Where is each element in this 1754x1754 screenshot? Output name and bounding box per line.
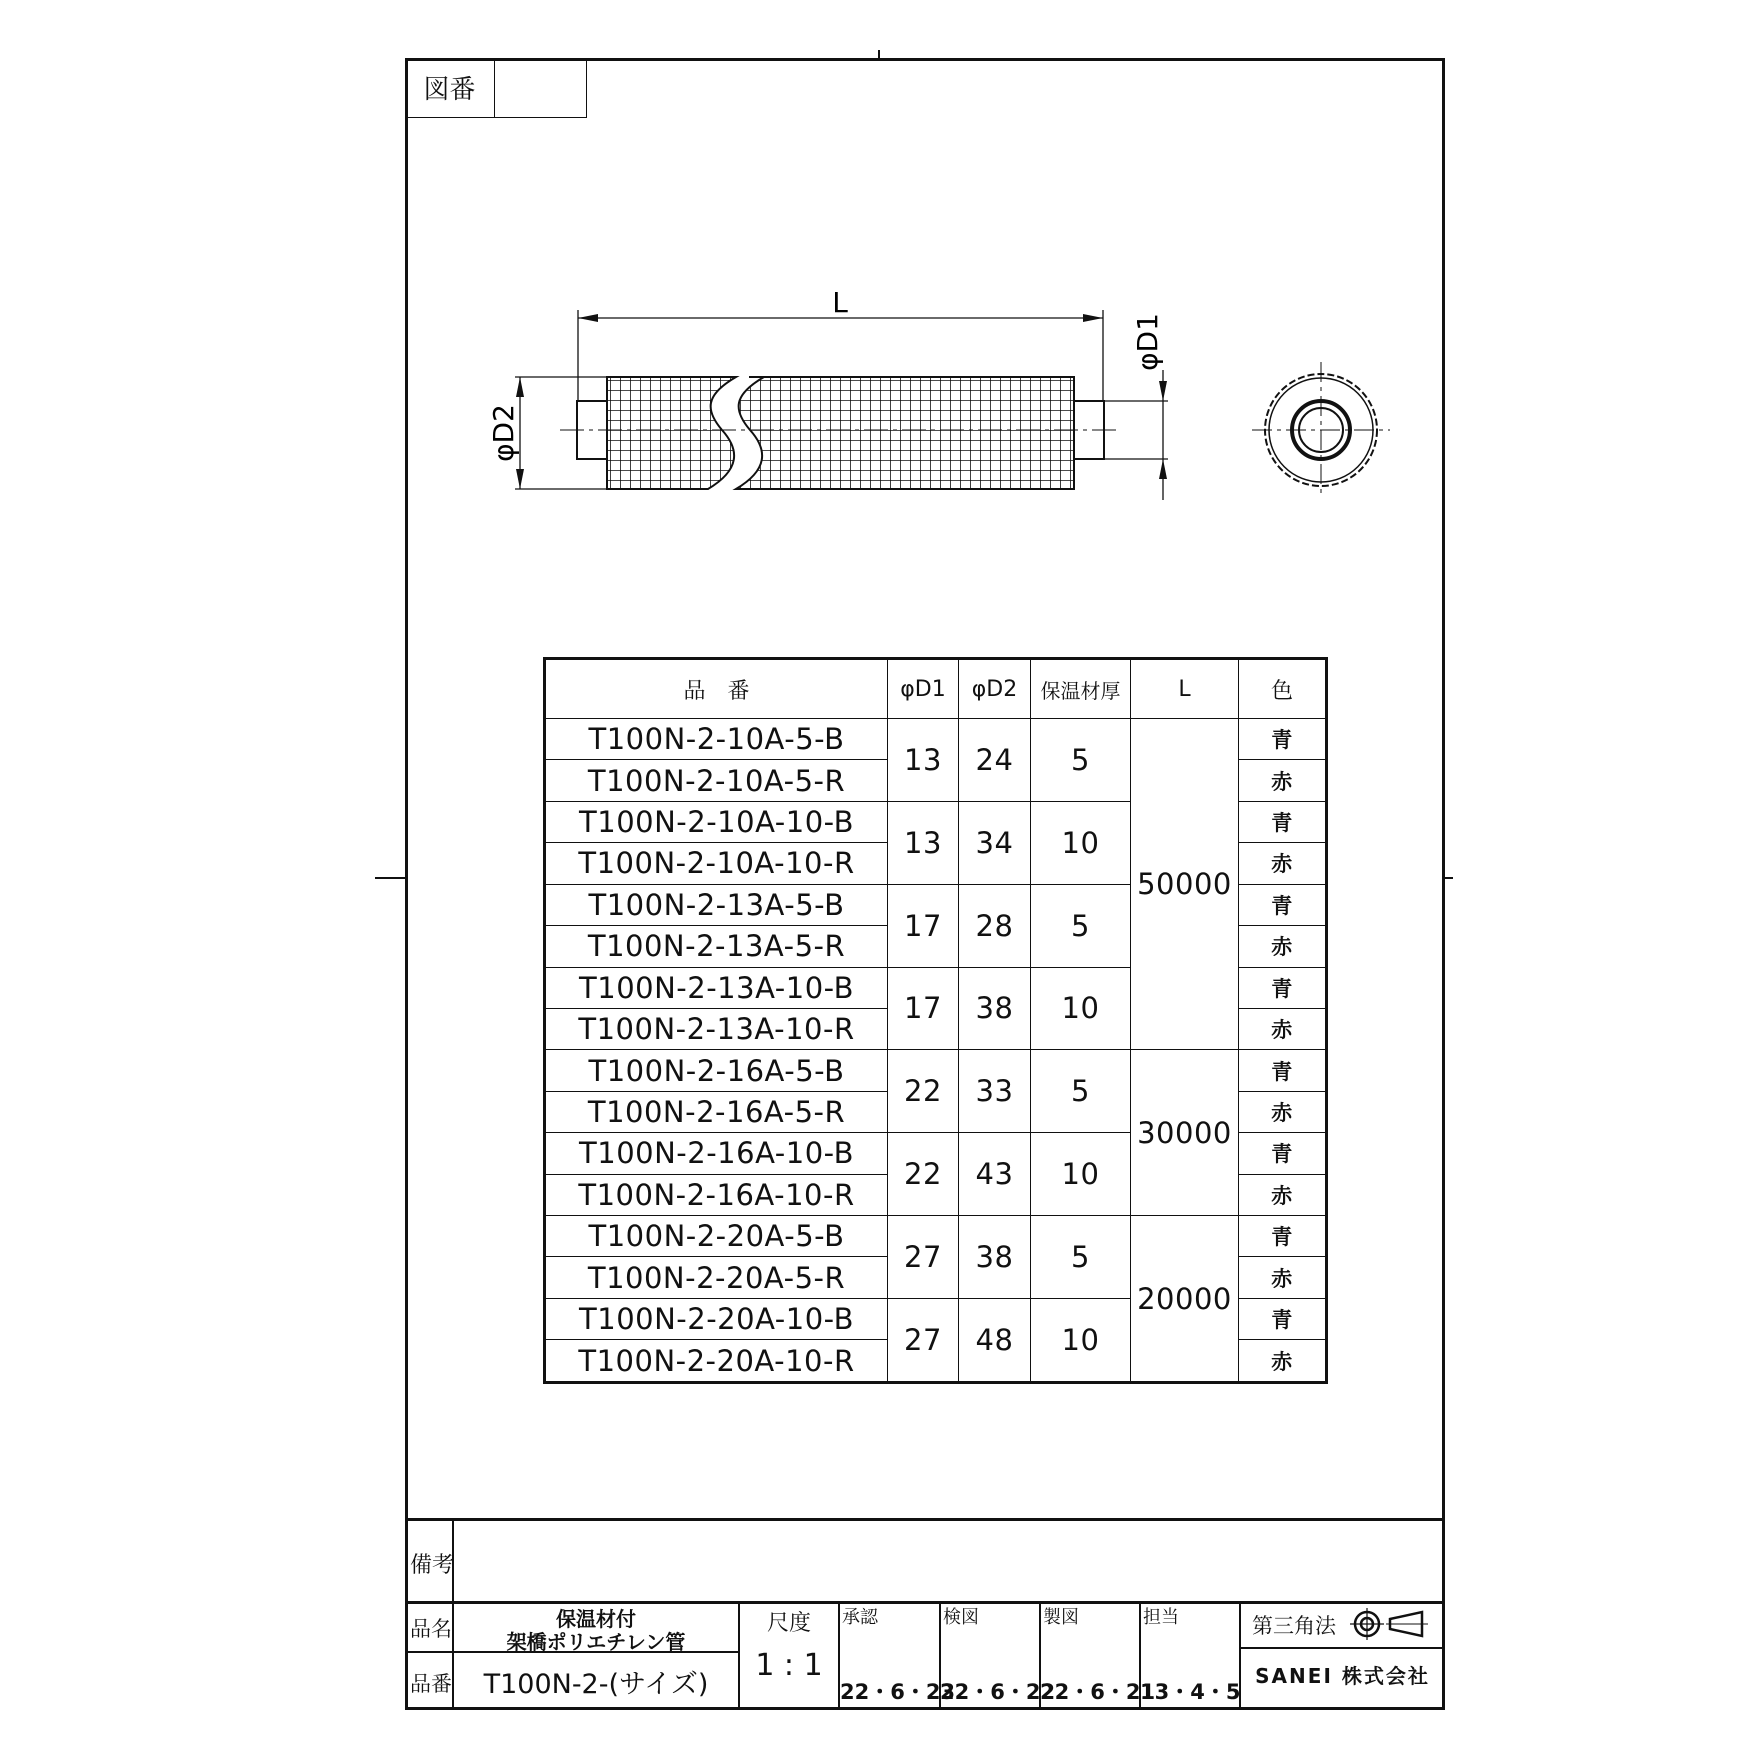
d2-cell: 38 [959, 967, 1031, 1050]
d2-cell: 48 [959, 1298, 1031, 1382]
d1-cell: 17 [888, 967, 959, 1050]
length-cell: 20000 [1131, 1216, 1239, 1383]
color-cell: 赤 [1239, 760, 1327, 801]
color-cell: 赤 [1239, 1257, 1327, 1298]
table-row [545, 1216, 1327, 1257]
pipe-drawing [0, 0, 1754, 600]
part-cell: T100N-2-20A-10-R [545, 1340, 888, 1383]
dim-d1-label: φD1 [1131, 313, 1164, 371]
remarks-label: 備考 [410, 1553, 455, 1578]
d1-cell: 17 [888, 884, 959, 967]
third-angle-projection-icon [1350, 1606, 1430, 1642]
d2-cell: 33 [959, 1050, 1031, 1133]
product-name-label: 品名 [410, 1617, 452, 1641]
pipe-end-view [1252, 362, 1390, 498]
color-cell: 赤 [1239, 1174, 1327, 1215]
thickness-cell: 10 [1031, 967, 1131, 1050]
thickness-cell: 5 [1031, 1216, 1131, 1299]
product-name-line1: 保温材付 [556, 1607, 636, 1631]
d1-cell: 13 [888, 801, 959, 884]
dim-l-label: L [832, 286, 848, 319]
product-number-label: 品番 [410, 1672, 452, 1696]
pipe-side-view [560, 377, 1120, 489]
d2-cell: 38 [959, 1216, 1031, 1299]
draft-date: 22・6・21 [1040, 1680, 1156, 1704]
color-cell: 赤 [1239, 843, 1327, 884]
thickness-cell: 5 [1031, 719, 1131, 802]
d1-cell: 13 [888, 719, 959, 802]
part-cell: T100N-2-10A-10-B [545, 801, 888, 842]
scale-value: 1 : 1 [755, 1648, 823, 1683]
part-cell: T100N-2-20A-5-B [545, 1216, 888, 1257]
center-tick-left [375, 877, 405, 879]
thickness-cell: 5 [1031, 1050, 1131, 1133]
draft-label: 製図 [1043, 1607, 1079, 1628]
color-cell: 赤 [1239, 1340, 1327, 1383]
header-color: 色 [1239, 659, 1327, 719]
color-cell: 青 [1239, 1050, 1327, 1091]
thickness-cell: 10 [1031, 1133, 1131, 1216]
part-cell: T100N-2-10A-5-R [545, 760, 888, 801]
color-cell: 赤 [1239, 926, 1327, 967]
header-part-number: 品 番 [545, 659, 888, 719]
product-name-line2: 架橋ポリエチレン管 [506, 1630, 686, 1654]
color-cell: 青 [1239, 1216, 1327, 1257]
spec-table [543, 657, 1328, 1384]
product-number-value: T100N-2-(サイズ) [483, 1669, 709, 1700]
charge-date: 13・4・5 [1140, 1680, 1241, 1704]
projection-label: 第三角法 [1252, 1614, 1336, 1638]
thickness-cell: 10 [1031, 1298, 1131, 1382]
d1-cell: 22 [888, 1050, 959, 1133]
length-cell: 30000 [1131, 1050, 1239, 1216]
dim-d2-label: φD2 [487, 404, 520, 462]
d1-cell: 27 [888, 1216, 959, 1299]
d1-cell: 27 [888, 1298, 959, 1382]
color-cell: 赤 [1239, 1091, 1327, 1132]
approval-label: 承認 [842, 1607, 878, 1628]
d1-cell: 22 [888, 1133, 959, 1216]
d2-cell: 28 [959, 884, 1031, 967]
header-length: L [1131, 659, 1239, 719]
part-cell: T100N-2-13A-5-R [545, 926, 888, 967]
check-label: 検図 [943, 1607, 979, 1628]
d2-cell: 24 [959, 719, 1031, 802]
color-cell: 赤 [1239, 1008, 1327, 1049]
part-cell: T100N-2-16A-5-B [545, 1050, 888, 1091]
thickness-cell: 10 [1031, 801, 1131, 884]
part-cell: T100N-2-10A-5-B [545, 719, 888, 760]
part-cell: T100N-2-13A-10-R [545, 1008, 888, 1049]
part-cell: T100N-2-16A-10-R [545, 1174, 888, 1215]
d2-cell: 43 [959, 1133, 1031, 1216]
color-cell: 青 [1239, 801, 1327, 842]
tb-line [1239, 1647, 1445, 1649]
header-d1: φD1 [888, 659, 959, 719]
color-cell: 青 [1239, 1298, 1327, 1339]
color-cell: 青 [1239, 1133, 1327, 1174]
scale-label: 尺度 [766, 1611, 811, 1636]
figure-number-label: 図番 [405, 58, 495, 117]
part-cell: T100N-2-13A-5-B [545, 884, 888, 925]
part-cell: T100N-2-16A-10-B [545, 1133, 888, 1174]
color-cell: 青 [1239, 719, 1327, 760]
approval-date: 22・6・23 [840, 1680, 956, 1704]
check-date: 22・6・22 [940, 1680, 1056, 1704]
part-cell: T100N-2-16A-5-R [545, 1091, 888, 1132]
center-tick-right [1445, 877, 1453, 879]
company-name: SANEI 株式会社 [1255, 1664, 1430, 1688]
dimension-d1 [1104, 313, 1168, 500]
part-cell: T100N-2-10A-10-R [545, 843, 888, 884]
remarks-box [405, 1518, 1445, 1604]
charge-label: 担当 [1143, 1607, 1179, 1628]
part-cell: T100N-2-20A-5-R [545, 1257, 888, 1298]
part-cell: T100N-2-13A-10-B [545, 967, 888, 1008]
header-thickness: 保温材厚 [1031, 659, 1131, 719]
header-d2: φD2 [959, 659, 1031, 719]
color-cell: 青 [1239, 967, 1327, 1008]
table-row [545, 719, 1327, 760]
color-cell: 青 [1239, 884, 1327, 925]
d2-cell: 34 [959, 801, 1031, 884]
table-row [545, 1050, 1327, 1091]
length-cell: 50000 [1131, 719, 1239, 1050]
part-cell: T100N-2-20A-10-B [545, 1298, 888, 1339]
thickness-cell: 5 [1031, 884, 1131, 967]
